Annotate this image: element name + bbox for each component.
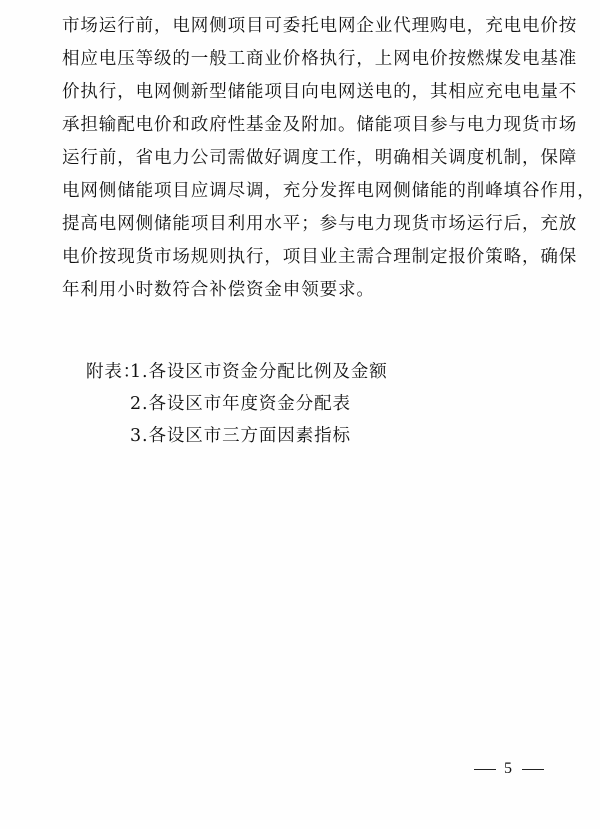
paragraph-line: 电价按现货市场规则执行，项目业主需合理制定报价策略，确保 [62, 247, 578, 267]
page-number [466, 760, 552, 778]
paragraph-line: 年利用小时数符合补偿资金申领要求。 [62, 280, 375, 300]
attachment-item: 1.各设区市资金分配比例及金额 [130, 362, 388, 382]
attachment-row [86, 388, 546, 420]
page-number-dash-left [474, 769, 496, 770]
attachment-item: 3.各设区市三方面因素指标 [130, 426, 351, 446]
attachment-row [86, 420, 546, 452]
attachment-row [86, 356, 546, 388]
body-paragraph [62, 10, 596, 307]
paragraph-line: 承担输配电价和政府性基金及附加。储能项目参与电力现货市场 [62, 115, 578, 135]
paragraph-line: 提高电网侧储能项目利用水平；参与电力现货市场运行后，充放 [62, 214, 578, 234]
page-number-value: 5 [504, 760, 514, 777]
page-number-dash-right [522, 769, 544, 770]
attachment-item: 2.各设区市年度资金分配表 [130, 394, 351, 414]
attachment-label: 附表： [86, 362, 142, 382]
paragraph-line: 市场运行前，电网侧项目可委托电网企业代理购电，充电电价按 [62, 16, 578, 36]
paragraph-line: 运行前，省电力公司需做好调度工作，明确相关调度机制，保障 [62, 148, 578, 168]
attachment-list [86, 356, 546, 452]
paragraph-line: 价执行，电网侧新型储能项目向电网送电的，其相应充电电量不 [62, 82, 578, 102]
paragraph-line: 相应电压等级的一般工商业价格执行，上网电价按燃煤发电基准 [62, 49, 578, 69]
paragraph-line: 电网侧储能项目应调尽调，充分发挥电网侧储能的削峰填谷作用， [62, 181, 596, 201]
